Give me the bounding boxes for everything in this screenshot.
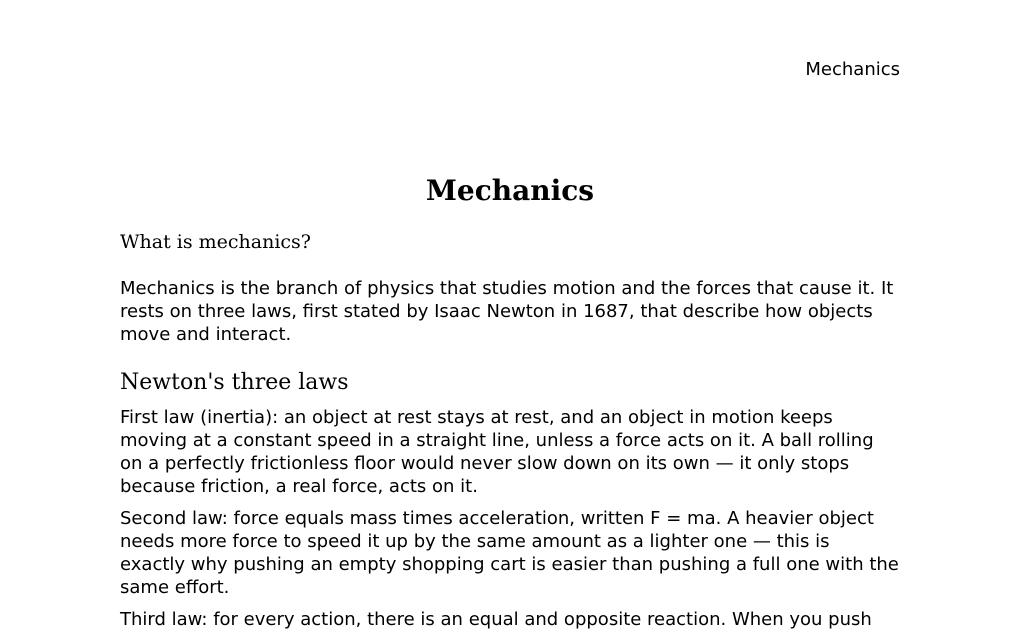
- first-law-paragraph: First law (inertia): an object at rest stays at rest, and an object in motion keeps moving at a constant speed in a straight line, unless a force acts on it. A ball rolling on a perfectly frictionless floor would never slow down on its own — it only stops because friction, a real force, acts on it.: [120, 407, 874, 497]
- document-subtitle: What is mechanics?: [120, 231, 311, 253]
- section-heading: Newton's three laws: [120, 370, 349, 395]
- running-header: Mechanics: [805, 59, 900, 80]
- document-title: Mechanics: [425, 174, 595, 207]
- second-law-paragraph: Second law: force equals mass times acceleration, written F = ma. A heavier object needs more force to speed it up by the same amount as a lighter one — this is exactly why pushing an empty shopping cart is easier than pushing a full one with the same effort.: [120, 508, 899, 598]
- third-law-paragraph: Third law: for every action, there is an equal and opposite reaction. When you push: [120, 609, 872, 630]
- intro-paragraph: Mechanics is the branch of physics that studies motion and the forces that cause it. It rests on three laws, first stated by Isaac Newton in 1687, that describe how objects move and interact.: [120, 278, 894, 345]
- document-body: [120, 172, 900, 631]
